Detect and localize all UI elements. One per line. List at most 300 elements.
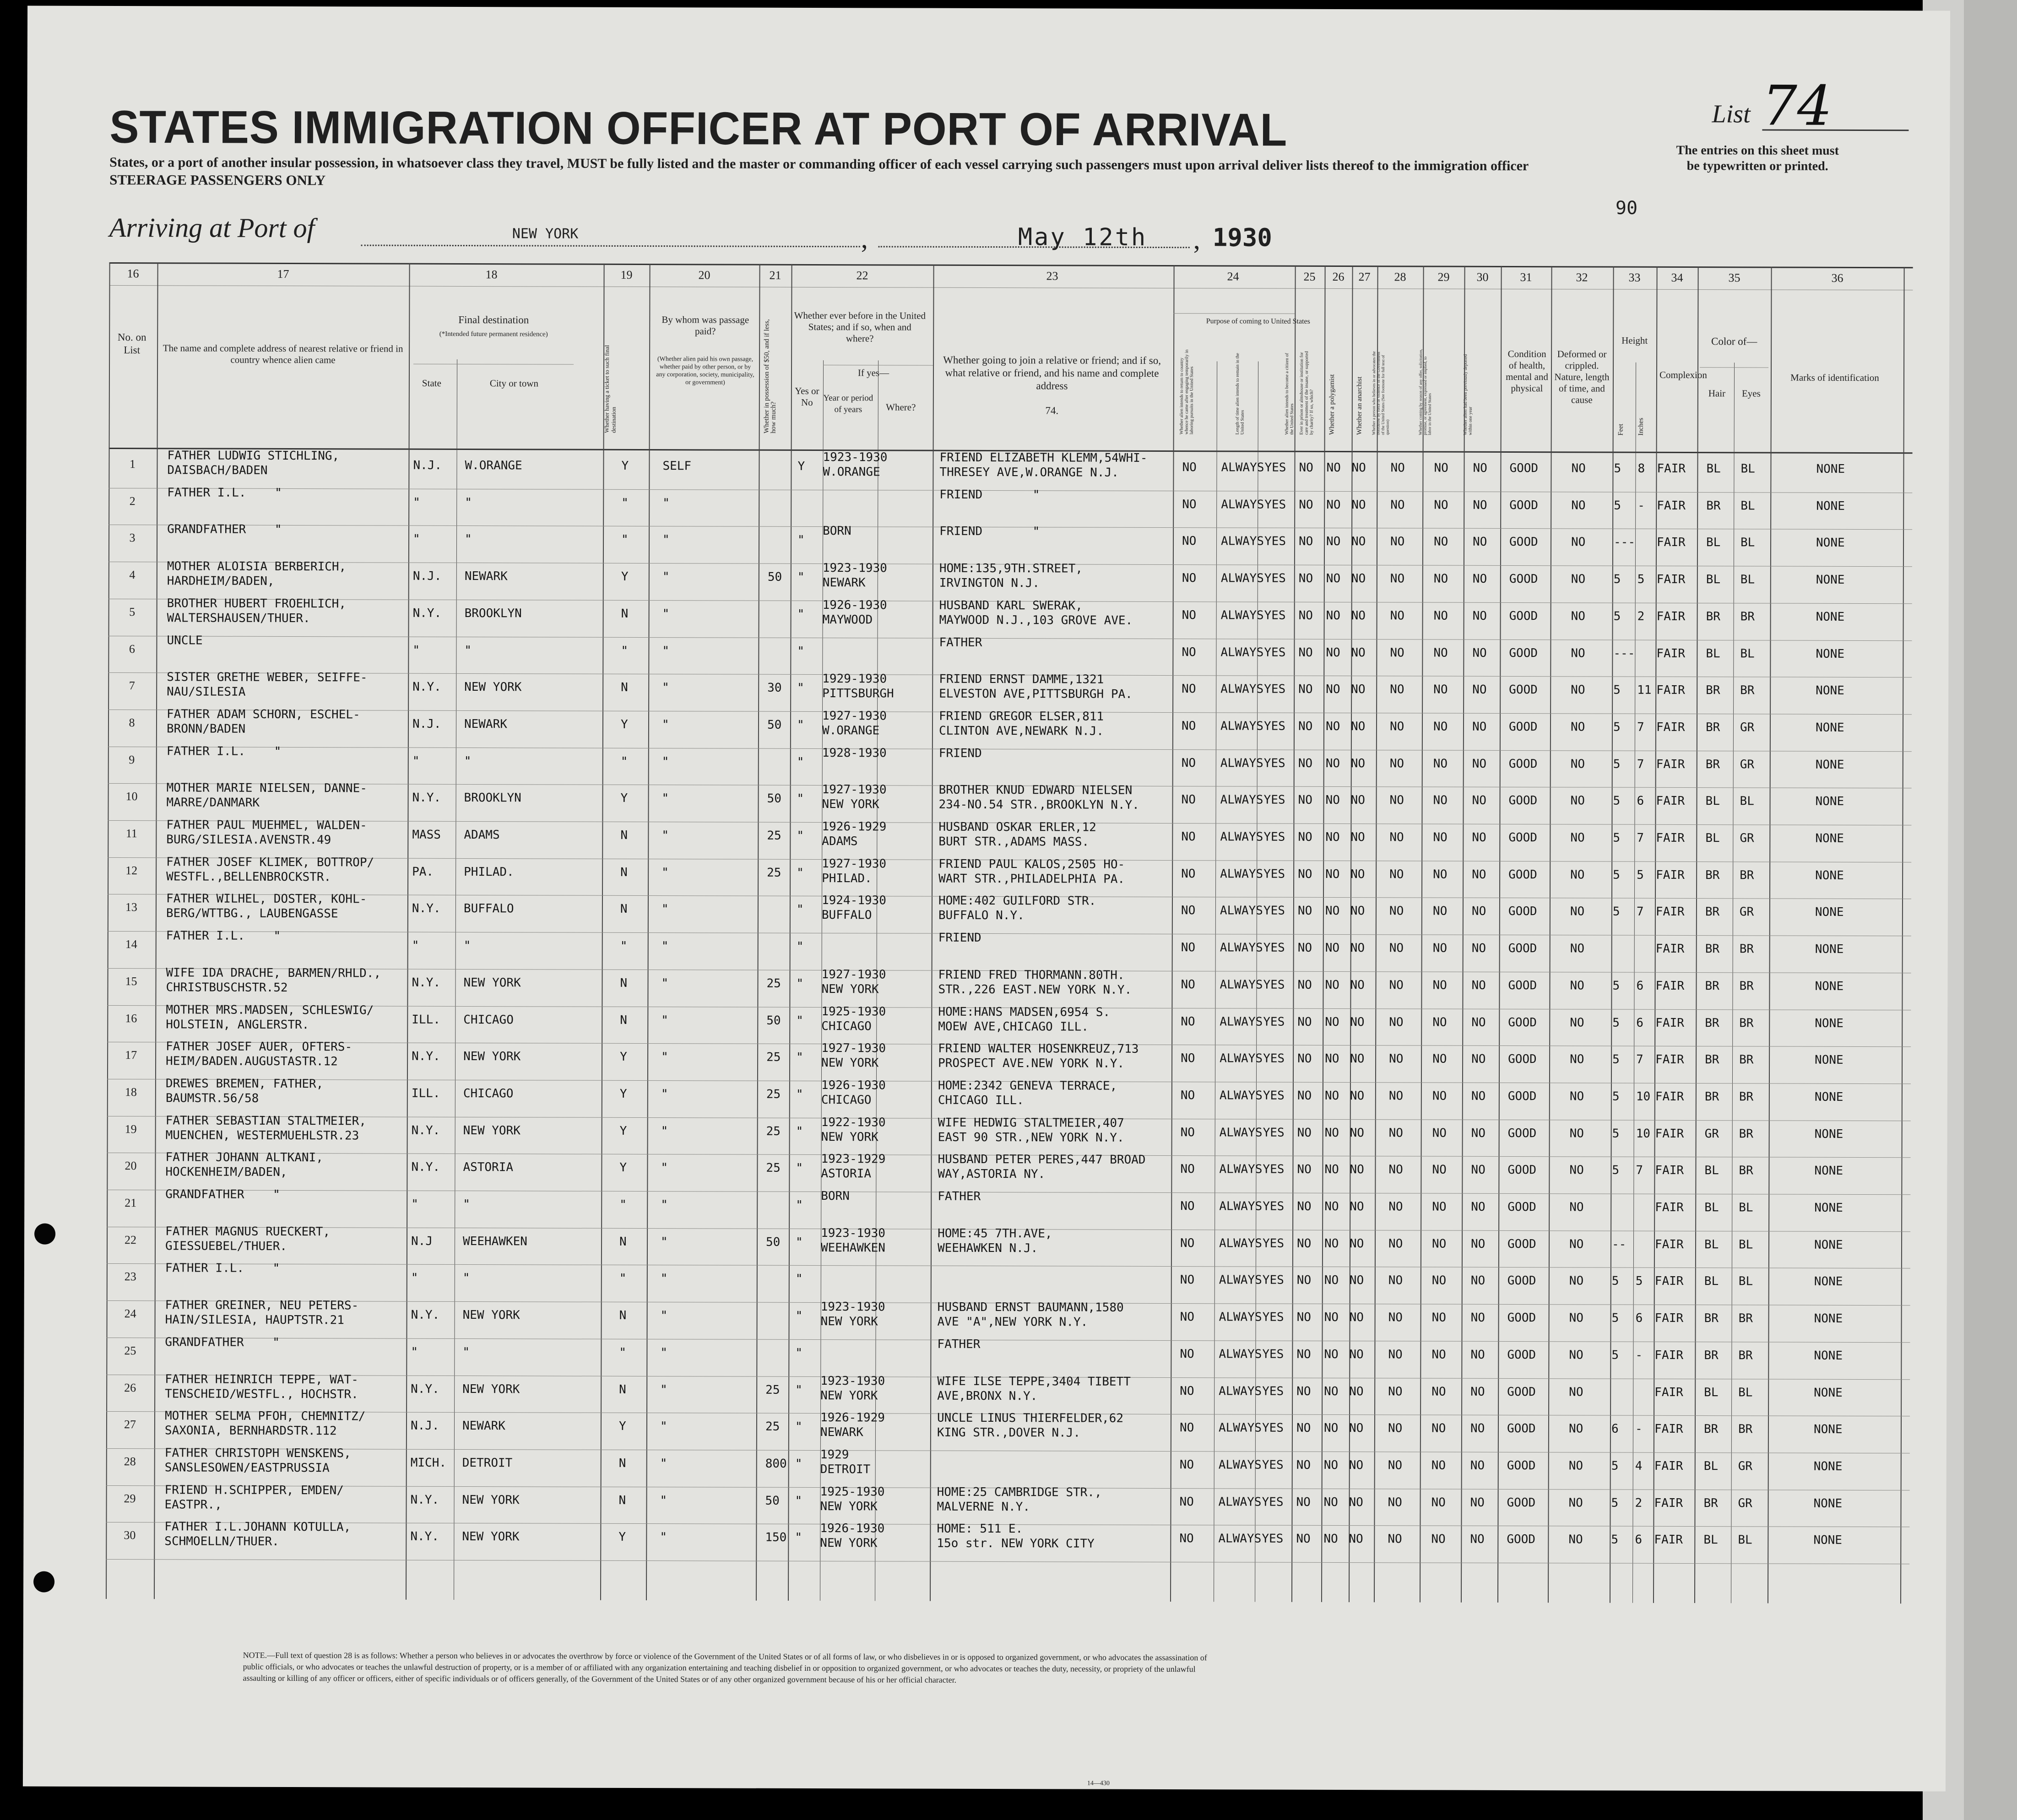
cell-state: N.J. xyxy=(410,1419,439,1433)
cell-city: " xyxy=(462,1345,470,1359)
cell-rel1: MOTHER SELMA PFOH, CHEMNITZ/ xyxy=(164,1409,366,1424)
cell-yn: " xyxy=(795,1235,803,1249)
cell-c29: NO xyxy=(1431,1237,1447,1251)
cell-rel1: GRANDFATHER " xyxy=(165,1335,280,1349)
cell-c27: NO xyxy=(1350,867,1365,881)
cell-hair: BR xyxy=(1705,868,1720,882)
cell-paid: " xyxy=(661,718,669,732)
cell-state: " xyxy=(413,495,420,509)
form-number: 14—430 xyxy=(1087,1780,1110,1787)
cell-len: ALWAYS xyxy=(1220,756,1263,770)
cell-join2: 15o str. NEW YORK CITY xyxy=(937,1537,1095,1551)
cell-marks: NONE xyxy=(1814,1201,1843,1215)
cell-complexion: FAIR xyxy=(1656,609,1686,623)
cell-where: ASTORIA xyxy=(821,1167,872,1181)
cell-year: 1927-1930 xyxy=(821,1041,886,1056)
cell-deformed: NO xyxy=(1568,1422,1583,1436)
cell-c30: NO xyxy=(1471,1163,1486,1177)
row-rule xyxy=(107,1263,1910,1268)
cell-c27: NO xyxy=(1349,1347,1364,1361)
cell-rel1: GRANDFATHER " xyxy=(165,1187,280,1202)
cell-eyes: GR xyxy=(1738,1496,1752,1510)
cell-hair: BL xyxy=(1704,1164,1719,1178)
header-sub-rule xyxy=(1700,367,1768,368)
cell-marks: NONE xyxy=(1815,1016,1843,1030)
cell-c30: NO xyxy=(1471,1015,1486,1029)
cell-where: NEWARK xyxy=(822,576,866,590)
cell-rel1: FATHER I.L. " xyxy=(165,1261,280,1276)
col21-header: Whether in possession of $50, and if less, how much? xyxy=(763,319,777,433)
cell-join2: WAY,ASTORIA NY. xyxy=(938,1167,1046,1181)
cell-cit: YES xyxy=(1263,1015,1285,1029)
cell-c27: NO xyxy=(1350,1163,1364,1177)
cell-rel2: HEIM/BADEN.AUGUSTASTR.12 xyxy=(166,1054,338,1069)
cell-deformed: NO xyxy=(1569,1274,1584,1288)
cell-c27: NO xyxy=(1350,1200,1364,1214)
column-rule xyxy=(1497,266,1502,1603)
cell-c28: NO xyxy=(1388,1458,1403,1473)
cell-where: PITTSBURGH xyxy=(822,687,894,701)
cell-c30: NO xyxy=(1472,830,1486,845)
cell-c26: NO xyxy=(1326,535,1341,549)
cell-join1: FRIEND GREGOR ELSER,811 xyxy=(939,709,1104,724)
cell-rel1: FATHER PAUL MUEHMEL, WALDEN- xyxy=(166,818,367,833)
cell-city: NEWARK xyxy=(462,1419,505,1433)
col23-header: Whether going to join a relative or friend; and if so, what relative or friend, and his name and complete address xyxy=(943,354,1161,392)
cell-c29: NO xyxy=(1434,461,1448,475)
cell-ticket: N xyxy=(620,865,628,879)
cell-join2: EAST 90 STR.,NEW YORK N.Y. xyxy=(938,1130,1124,1145)
cell-c28: NO xyxy=(1388,1532,1402,1546)
cell-feet: 5 xyxy=(1611,1348,1619,1362)
cell-c26: NO xyxy=(1325,978,1339,992)
cell-deformed: NO xyxy=(1568,1533,1583,1547)
row-number: 26 xyxy=(124,1381,136,1394)
column-rule xyxy=(1548,266,1552,1603)
cell-rel2: TENSCHEID/WESTFL., HOCHSTR. xyxy=(165,1387,358,1401)
cell-c30: NO xyxy=(1472,646,1487,660)
row-number: 19 xyxy=(125,1122,137,1136)
column-number: 32 xyxy=(1576,271,1588,284)
column-number: 20 xyxy=(698,268,710,282)
cell-cit: YES xyxy=(1263,756,1285,770)
row-number: 25 xyxy=(124,1343,136,1357)
cell-c28: NO xyxy=(1388,1126,1404,1140)
cell-city: DETROIT xyxy=(462,1456,513,1470)
cell-money: 150 xyxy=(765,1531,787,1545)
cell-c28: NO xyxy=(1389,793,1404,807)
cell-where: MAYWOOD xyxy=(822,612,873,627)
row-number: 9 xyxy=(129,753,135,766)
cell-c29: NO xyxy=(1431,1385,1446,1399)
cell-c25: NO xyxy=(1298,719,1313,733)
cell-c29: NO xyxy=(1433,646,1448,660)
cell-yn: " xyxy=(797,755,804,769)
cell-complexion: FAIR xyxy=(1657,461,1686,476)
cell-marks: NONE xyxy=(1815,868,1844,883)
column-rule xyxy=(930,265,934,1601)
cell-c26: NO xyxy=(1325,867,1340,881)
cell-feet: 5 xyxy=(1612,1016,1620,1030)
cell-join1: FRIEND PAUL KALOS,2505 HO- xyxy=(938,857,1125,872)
col33-header: Height xyxy=(1621,335,1648,346)
column-number-rule xyxy=(109,285,1913,290)
row-number: 7 xyxy=(129,679,135,693)
cell-city: ADAMS xyxy=(464,828,500,842)
column-number: 33 xyxy=(1628,271,1641,284)
column-rule xyxy=(1900,267,1905,1603)
cell-eyes: BR xyxy=(1739,1164,1753,1178)
cell-marks: NONE xyxy=(1813,1496,1843,1511)
cell-ret: NO xyxy=(1182,645,1196,659)
cell-paid: " xyxy=(662,496,670,510)
cell-rel2: MUENCHEN, WESTERMUEHLSTR.23 xyxy=(165,1128,359,1143)
cell-c27: NO xyxy=(1350,793,1365,807)
cell-len: ALWAYS xyxy=(1219,1236,1262,1251)
cell-c26: NO xyxy=(1324,1236,1339,1251)
col25-header: Ever in prison or almshouse or institution for care and treatment of the insane, or supported by charity? If so, which? xyxy=(1299,351,1314,435)
col22-header: Whether ever before in the United States; and if so, when and where? xyxy=(794,309,926,344)
cell-where: PHILAD. xyxy=(822,871,872,886)
cell-hair: BR xyxy=(1706,498,1721,513)
cell-rel1: UNCLE xyxy=(167,633,203,648)
cell-join2: THRESEY AVE,W.ORANGE N.J. xyxy=(939,465,1119,480)
cell-health: GOOD xyxy=(1508,794,1538,808)
column-number: 30 xyxy=(1476,270,1489,284)
cell-rel2: WESTFL.,BELLENBROCKSTR. xyxy=(166,869,331,884)
cell-ret: NO xyxy=(1181,719,1196,733)
cell-marks: NONE xyxy=(1815,720,1844,735)
cell-health: GOOD xyxy=(1507,1495,1536,1510)
cell-ticket: N xyxy=(618,1493,626,1507)
cell-state: N.Y. xyxy=(412,975,441,990)
row-number: 2 xyxy=(129,494,136,508)
cell-rel1: FATHER JOHANN ALTKANI, xyxy=(165,1150,323,1165)
cell-rel1: FATHER CHRISTOPH WENSKENS, xyxy=(164,1446,351,1461)
cell-eyes: BL xyxy=(1740,462,1755,476)
column-rule xyxy=(1374,265,1378,1602)
cell-money: 25 xyxy=(767,829,781,843)
row-number: 27 xyxy=(124,1418,136,1431)
cell-ticket: " xyxy=(621,644,629,658)
sub-column-rule xyxy=(454,359,457,1600)
cell-c27: NO xyxy=(1351,645,1366,660)
cell-feet: 5 xyxy=(1613,794,1621,808)
cell-hair: BR xyxy=(1705,720,1720,735)
cell-c27: NO xyxy=(1351,572,1366,586)
cell-join1: FRIEND FRED THORMANN.80TH. xyxy=(938,968,1125,982)
cell-feet: 5 xyxy=(1614,461,1621,476)
cell-where: W.ORANGE xyxy=(822,723,880,738)
cell-where: WEEHAWKEN xyxy=(820,1240,885,1255)
cell-year: 1923-1930 xyxy=(823,450,888,465)
cell-rel1: FATHER GREINER, NEU PETERS- xyxy=(165,1298,359,1313)
cell-paid: " xyxy=(660,1419,667,1434)
cell-eyes: BR xyxy=(1739,1090,1754,1104)
cell-complexion: FAIR xyxy=(1655,942,1685,956)
manifest-sheet xyxy=(23,6,1950,1792)
underlying-page-edge-2 xyxy=(1964,0,2017,1820)
cell-len: ALWAYS xyxy=(1219,1162,1263,1176)
cell-ret: NO xyxy=(1180,1236,1195,1250)
cell-join1: HOME:402 GUILFORD STR. xyxy=(938,894,1096,909)
cell-feet: 5 xyxy=(1613,757,1621,771)
cell-city: NEW YORK xyxy=(462,1308,520,1322)
cell-complexion: FAIR xyxy=(1654,1385,1683,1399)
cell-join2: 234-NO.54 STR.,BROOKLYN N.Y. xyxy=(938,798,1139,812)
cell-c30: NO xyxy=(1472,682,1487,697)
row-number: 8 xyxy=(129,715,135,730)
cell-deformed: NO xyxy=(1569,1089,1584,1104)
cell-inches: 5 xyxy=(1635,1274,1643,1289)
cell-ticket: " xyxy=(620,939,628,953)
cell-ticket: N xyxy=(621,681,628,695)
cell-rel2: BURG/SILESIA.AVENSTR.49 xyxy=(166,833,331,847)
cell-eyes: BR xyxy=(1740,683,1755,698)
cell-ret: NO xyxy=(1182,497,1197,511)
cell-deformed: NO xyxy=(1570,942,1585,956)
column-rule xyxy=(646,264,651,1600)
cell-deformed: NO xyxy=(1570,757,1585,771)
cell-eyes: BL xyxy=(1738,1237,1753,1252)
cell-rel1: FATHER JOSEF AUER, OFTERS- xyxy=(166,1040,352,1054)
cell-hair: BR xyxy=(1705,1053,1719,1067)
cell-hair: BL xyxy=(1704,1385,1719,1399)
cell-complexion: FAIR xyxy=(1657,536,1686,550)
cell-join1: FATHER xyxy=(937,1337,981,1351)
cell-inches: 7 xyxy=(1636,905,1644,919)
cell-inches: 7 xyxy=(1637,720,1644,734)
col16-header: No. on List xyxy=(117,331,146,356)
cell-complexion: FAIR xyxy=(1654,1311,1684,1326)
cell-len: ALWAYS xyxy=(1218,1421,1262,1435)
cell-c27: NO xyxy=(1349,1311,1364,1325)
cell-hair: BR xyxy=(1705,757,1720,771)
cell-ticket: Y xyxy=(620,791,628,806)
cell-eyes: BL xyxy=(1740,573,1755,587)
cell-c28: NO xyxy=(1390,645,1404,660)
cell-health: GOOD xyxy=(1507,1237,1536,1251)
cell-feet: 5 xyxy=(1613,572,1621,586)
cell-hair: BL xyxy=(1705,831,1720,845)
row-number: 5 xyxy=(129,605,136,618)
cell-year: 1923-1929 xyxy=(821,1152,886,1166)
sub-column-rule xyxy=(1214,361,1217,1602)
cell-health: GOOD xyxy=(1507,1274,1536,1288)
row-number: 13 xyxy=(125,900,137,914)
cell-year: 1927-1930 xyxy=(822,709,887,723)
cell-state: N.Y. xyxy=(412,902,441,916)
cell-marks: NONE xyxy=(1815,1053,1843,1067)
cell-ticket: Y xyxy=(619,1087,627,1101)
cell-eyes: BL xyxy=(1740,536,1755,550)
cell-c28: NO xyxy=(1389,904,1404,918)
cell-c29: NO xyxy=(1431,1311,1446,1325)
cell-c26: NO xyxy=(1325,1052,1339,1066)
cell-city: NEW YORK xyxy=(463,975,521,990)
cell-inches: 7 xyxy=(1637,757,1644,771)
cell-complexion: FAIR xyxy=(1657,498,1686,513)
cell-c27: NO xyxy=(1350,1052,1365,1066)
cell-c30: NO xyxy=(1470,1237,1486,1251)
col20-note: (Whether alien paid his own passage, whether paid by other person, or by any corporation, society, municipality, or government) xyxy=(656,356,754,386)
cell-c29: NO xyxy=(1431,1273,1447,1288)
cell-state: N.Y. xyxy=(412,680,441,694)
cell-marks: NONE xyxy=(1814,1127,1843,1141)
cell-c25: NO xyxy=(1297,1015,1312,1029)
cell-ticket: " xyxy=(619,1345,627,1360)
cell-health: GOOD xyxy=(1507,1385,1536,1399)
cell-join2: AVE,BRONX N.Y. xyxy=(937,1389,1038,1403)
row-number: 14 xyxy=(125,937,137,951)
cell-cit: YES xyxy=(1263,1199,1285,1213)
cell-cit: YES xyxy=(1262,1273,1284,1288)
cell-inches: 10 xyxy=(1636,1127,1651,1141)
cell-c25: NO xyxy=(1297,904,1312,918)
cell-money: 25 xyxy=(766,976,781,991)
cell-yn: " xyxy=(797,570,805,585)
cell-feet: 5 xyxy=(1613,831,1621,845)
cell-health: GOOD xyxy=(1509,572,1538,586)
cell-marks: NONE xyxy=(1814,1238,1843,1252)
cell-hair: BL xyxy=(1704,1274,1719,1289)
cell-marks: NONE xyxy=(1815,758,1844,772)
cell-complexion: FAIR xyxy=(1654,1348,1684,1362)
cell-ticket: Y xyxy=(621,570,629,584)
cell-c29: NO xyxy=(1434,535,1448,549)
cell-city: " xyxy=(465,495,472,509)
cell-ticket: N xyxy=(619,1308,627,1323)
cell-state: MASS xyxy=(412,828,441,842)
cell-year: 1927-1930 xyxy=(822,856,887,871)
cell-c27: NO xyxy=(1350,719,1366,734)
cell-join1: WIFE HEDWIG STALTMEIER,407 xyxy=(938,1116,1124,1130)
cell-health: GOOD xyxy=(1508,978,1537,992)
col18-state: State xyxy=(422,377,441,389)
list-label: List xyxy=(1712,100,1751,129)
cell-paid: " xyxy=(661,976,669,990)
cell-inches: 5 xyxy=(1637,572,1645,586)
cell-c25: NO xyxy=(1297,1089,1312,1103)
cell-deformed: NO xyxy=(1570,1015,1584,1029)
cell-feet: 5 xyxy=(1612,1089,1620,1104)
cell-c27: NO xyxy=(1349,1532,1363,1546)
cell-paid: " xyxy=(662,644,670,658)
cell-state: N.Y. xyxy=(412,606,442,620)
cell-eyes: BR xyxy=(1738,1349,1753,1363)
cell-paid: " xyxy=(660,1457,667,1471)
cell-c25: NO xyxy=(1297,941,1312,955)
cell-rel1: DREWES BREMEN, FATHER, xyxy=(165,1077,324,1091)
table-top-rule xyxy=(109,262,1913,268)
cell-join1: FRIEND ERNST DAMME,1321 xyxy=(939,672,1104,687)
cell-join1: BROTHER KNUD EDWARD NIELSEN xyxy=(938,783,1133,798)
cell-deformed: NO xyxy=(1570,1052,1584,1067)
col34-header: Complexion xyxy=(1659,369,1707,381)
cell-len: ALWAYS xyxy=(1220,941,1263,955)
cell-join2: MALVERNE N.Y. xyxy=(937,1500,1030,1514)
port-value: NEW YORK xyxy=(512,226,579,242)
cell-rel2: BRONN/BADEN xyxy=(166,722,246,736)
cell-yn: " xyxy=(795,1420,802,1434)
cell-c26: NO xyxy=(1325,719,1340,733)
cell-c29: NO xyxy=(1433,572,1448,586)
cell-len: ALWAYS xyxy=(1221,498,1264,512)
cell-c30: NO xyxy=(1472,757,1487,771)
cell-year: 1928-1930 xyxy=(822,746,887,760)
column-number: 19 xyxy=(620,268,633,282)
cell-paid: SELF xyxy=(662,459,692,473)
cell-c25: NO xyxy=(1299,460,1313,475)
cell-join1: HOME:25 CAMBRIDGE STR., xyxy=(937,1485,1102,1500)
cell-health: GOOD xyxy=(1507,1126,1537,1140)
cell-c29: NO xyxy=(1433,682,1448,697)
cell-c25: NO xyxy=(1299,498,1313,512)
cell-join1: HUSBAND OSKAR ERLER,12 xyxy=(938,820,1096,834)
cell-city: NEW YORK xyxy=(462,1382,520,1396)
cell-city: NEW YORK xyxy=(464,680,522,694)
cell-complexion: FAIR xyxy=(1654,1237,1684,1251)
cell-money: 800 xyxy=(765,1457,787,1471)
cell-where: BUFFALO xyxy=(821,908,872,922)
cell-ticket: " xyxy=(621,496,629,510)
cell-ret: NO xyxy=(1180,1347,1194,1361)
cell-len: ALWAYS xyxy=(1220,978,1263,992)
row-number: 4 xyxy=(129,568,136,582)
cell-ret: NO xyxy=(1182,682,1196,696)
cell-yn: " xyxy=(796,1051,803,1065)
cell-rel1: FATHER HEINRICH TEPPE, WAT- xyxy=(165,1372,358,1387)
cell-complexion: FAIR xyxy=(1655,1127,1684,1141)
cell-cit: YES xyxy=(1264,645,1286,660)
cell-c25: NO xyxy=(1298,571,1313,585)
cell-hair: BL xyxy=(1706,462,1721,476)
port-line xyxy=(361,244,860,247)
cell-c30: NO xyxy=(1471,1089,1486,1103)
cell-health: GOOD xyxy=(1509,461,1539,476)
row-number: 23 xyxy=(124,1270,136,1284)
cell-paid: " xyxy=(660,1530,667,1544)
cell-c28: NO xyxy=(1388,1273,1403,1288)
col32-header: Deformed or crippled. Nature, length of time, and cause xyxy=(1554,348,1610,406)
cell-where: NEW YORK xyxy=(820,1499,878,1513)
cell-hair: BR xyxy=(1705,942,1720,956)
cell-join1: FATHER xyxy=(939,635,982,650)
cell-ret: NO xyxy=(1182,534,1197,548)
cell-join1: FRIEND WALTER HOSENKREUZ,713 xyxy=(938,1041,1139,1056)
cell-inches: 7 xyxy=(1636,1052,1643,1067)
cell-deformed: NO xyxy=(1568,1459,1583,1473)
column-number: 17 xyxy=(277,267,289,281)
sub-column-rule xyxy=(1731,363,1735,1603)
cell-c27: NO xyxy=(1350,1015,1365,1029)
cell-join2: MOEW AVE,CHICAGO ILL. xyxy=(938,1019,1089,1034)
cell-c26: NO xyxy=(1326,460,1341,475)
cell-ret: NO xyxy=(1180,1199,1195,1213)
cell-c26: NO xyxy=(1324,1126,1339,1140)
column-number: 25 xyxy=(1303,270,1316,283)
cell-where: NEW YORK xyxy=(821,1056,879,1070)
cell-c29: NO xyxy=(1433,757,1448,771)
cell-where: NEW YORK xyxy=(820,1388,878,1403)
cell-year: 1923-1930 xyxy=(821,1226,886,1240)
cell-inches: 8 xyxy=(1637,461,1645,476)
cell-c29: NO xyxy=(1432,1015,1447,1029)
cell-join1: HUSBAND PETER PERES,447 BROAD xyxy=(938,1153,1146,1167)
cell-join2: AVE "A",NEW YORK N.Y. xyxy=(937,1315,1088,1329)
cell-state: N.Y. xyxy=(411,1123,440,1138)
cell-join1: FRIEND xyxy=(938,746,982,760)
